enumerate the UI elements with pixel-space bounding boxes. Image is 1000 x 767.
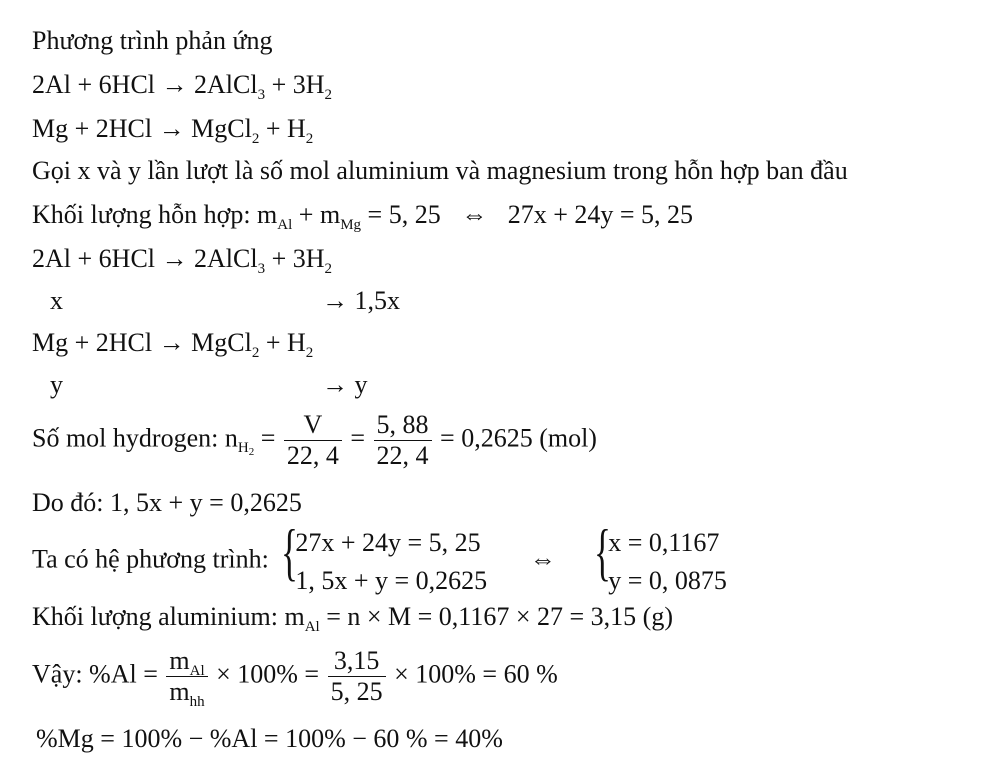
let-line (32, 158, 848, 184)
pct-f-den: m (169, 676, 190, 706)
pct-label: Vậy: %Al = (32, 659, 158, 689)
s2-mol-y: y (50, 370, 63, 399)
reaction-mg (32, 114, 314, 147)
hyd-f2-den: 22, 4 (376, 440, 429, 470)
hyd-eq1: = (260, 423, 276, 453)
s1-mol-h2: → 1,5x (322, 286, 400, 315)
system-eq2: 1, 5x + y = 0,2625 (295, 565, 488, 595)
eq2-plus: + (265, 114, 281, 143)
hyd-f1-num: V (284, 410, 342, 441)
pct-g-den: 5, 25 (330, 676, 383, 706)
system-eq1: 27x + 24y = 5, 25 (295, 528, 481, 557)
hyd-n: n (224, 423, 238, 453)
hyd-label: Số mol hydrogen: (32, 423, 219, 453)
stoich-mg-h2 (322, 372, 368, 398)
pct-f-num: m (169, 646, 190, 675)
pct-f-num-sub: Al (189, 663, 205, 679)
eq1-arrow: → (161, 70, 188, 99)
hyd-eq2: = (350, 423, 366, 453)
eq2-arrow: → (158, 114, 185, 143)
s1-p1-sub: 3 (257, 261, 266, 277)
s1-p1: 2AlCl (194, 244, 258, 273)
title-text: Phương trình phản ứng (32, 26, 273, 55)
let-text: Gọi x và y lần lượt là số mol aluminium và magnesium trong hỗn hợp ban đầu (32, 156, 848, 185)
s1-mol-x: x (50, 286, 63, 315)
system-res2: y = 0, 0875 (608, 565, 727, 595)
eq2-p2: H (286, 114, 306, 143)
s2-plus: + (265, 328, 281, 357)
stoich-mg-y (50, 372, 63, 398)
pct-fraction-1 (166, 646, 207, 710)
stoich-mg (32, 328, 314, 361)
s1-lhs: 2Al + 6HCl (32, 244, 156, 273)
system-iff: ⇔ (529, 544, 556, 574)
reaction-al (32, 70, 333, 103)
mal-label: Khối lượng aluminium: (32, 602, 278, 631)
title-line (32, 28, 273, 54)
mal-rhs: = n × M = 0,1167 × 27 = 3,15 (g) (326, 602, 673, 631)
system-right: { x = 0,1167 y = 0, 0875 (594, 524, 727, 599)
s1-p2-sub: 2 (324, 261, 333, 277)
mass-m2: m (319, 200, 341, 229)
pct-g-num: 3,15 (328, 646, 386, 677)
mass-eq: 27x + 24y = 5, 25 (507, 200, 694, 229)
mass-iff: ⇔ (461, 200, 488, 229)
mal-m: m (284, 602, 305, 631)
mass-label: Khối lượng hỗn hợp: (32, 200, 251, 229)
hyd-f1-den: 22, 4 (286, 440, 339, 470)
mass-m1: m (257, 200, 278, 229)
eq2-p2-sub: 2 (305, 131, 314, 147)
percent-al-line (32, 646, 558, 710)
stoich-al (32, 244, 333, 277)
s1-plus: + (271, 244, 287, 273)
s2-p1-sub: 2 (251, 345, 260, 361)
eq2-p1-sub: 2 (251, 131, 260, 147)
system-line (32, 516, 727, 599)
pct-fraction-2 (328, 646, 386, 707)
s2-p2-sub: 2 (305, 345, 314, 361)
eq2-p1: MgCl (191, 114, 252, 143)
thus-line (32, 490, 302, 516)
pct-f-den-sub: hh (189, 693, 205, 710)
s1-p2: 3H (292, 244, 325, 273)
mass-plus: + (298, 200, 314, 229)
stoich-al-h2 (322, 288, 400, 314)
mass-al-sub: Al (277, 217, 293, 233)
hydrogen-line (32, 410, 597, 471)
pct-times-2: × 100% = 60 % (394, 659, 558, 689)
system-label: Ta có hệ phương trình: (32, 544, 269, 574)
eq2-lhs: Mg + 2HCl (32, 114, 153, 143)
eq1-lhs: 2Al + 6HCl (32, 70, 156, 99)
system-left: { 27x + 24y = 5, 25 1, 5x + y = 0,2625 (281, 524, 487, 599)
percent-mg-line (36, 726, 503, 752)
s2-lhs: Mg + 2HCl (32, 328, 153, 357)
hyd-h-sub: H (237, 440, 249, 457)
mal-al-sub: Al (304, 619, 320, 635)
s2-mol-h2: → y (322, 370, 368, 399)
mg-text: %Mg = 100% − %Al = 100% − 60 % = 40% (36, 724, 503, 753)
eq1-p2: 3H (292, 70, 325, 99)
mass-mg-sub: Mg (340, 217, 362, 233)
eq1-plus: + (271, 70, 287, 99)
thus-text: Do đó: 1, 5x + y = 0,2625 (32, 488, 302, 517)
eq1-p2-sub: 2 (324, 87, 333, 103)
hyd-f2-num: 5, 88 (374, 410, 432, 441)
s2-arrow: → (158, 328, 185, 357)
s2-p1: MgCl (191, 328, 252, 357)
hyd-fraction-2 (374, 410, 432, 471)
system-res1: x = 0,1167 (608, 528, 720, 557)
hyd-fraction-1 (284, 410, 342, 471)
stoich-al-x (50, 288, 63, 314)
eq1-p1-sub: 3 (257, 87, 266, 103)
hyd-h-subsub: 2 (248, 446, 255, 459)
mass-rhs: = 5, 25 (367, 200, 441, 229)
s1-arrow: → (161, 244, 188, 273)
pct-times-1: × 100% = (216, 659, 320, 689)
hyd-result: = 0,2625 (mol) (440, 423, 597, 453)
mass-al-line (32, 602, 673, 635)
s2-p2: H (286, 328, 306, 357)
mass-line (32, 200, 694, 233)
eq1-p1: 2AlCl (194, 70, 258, 99)
